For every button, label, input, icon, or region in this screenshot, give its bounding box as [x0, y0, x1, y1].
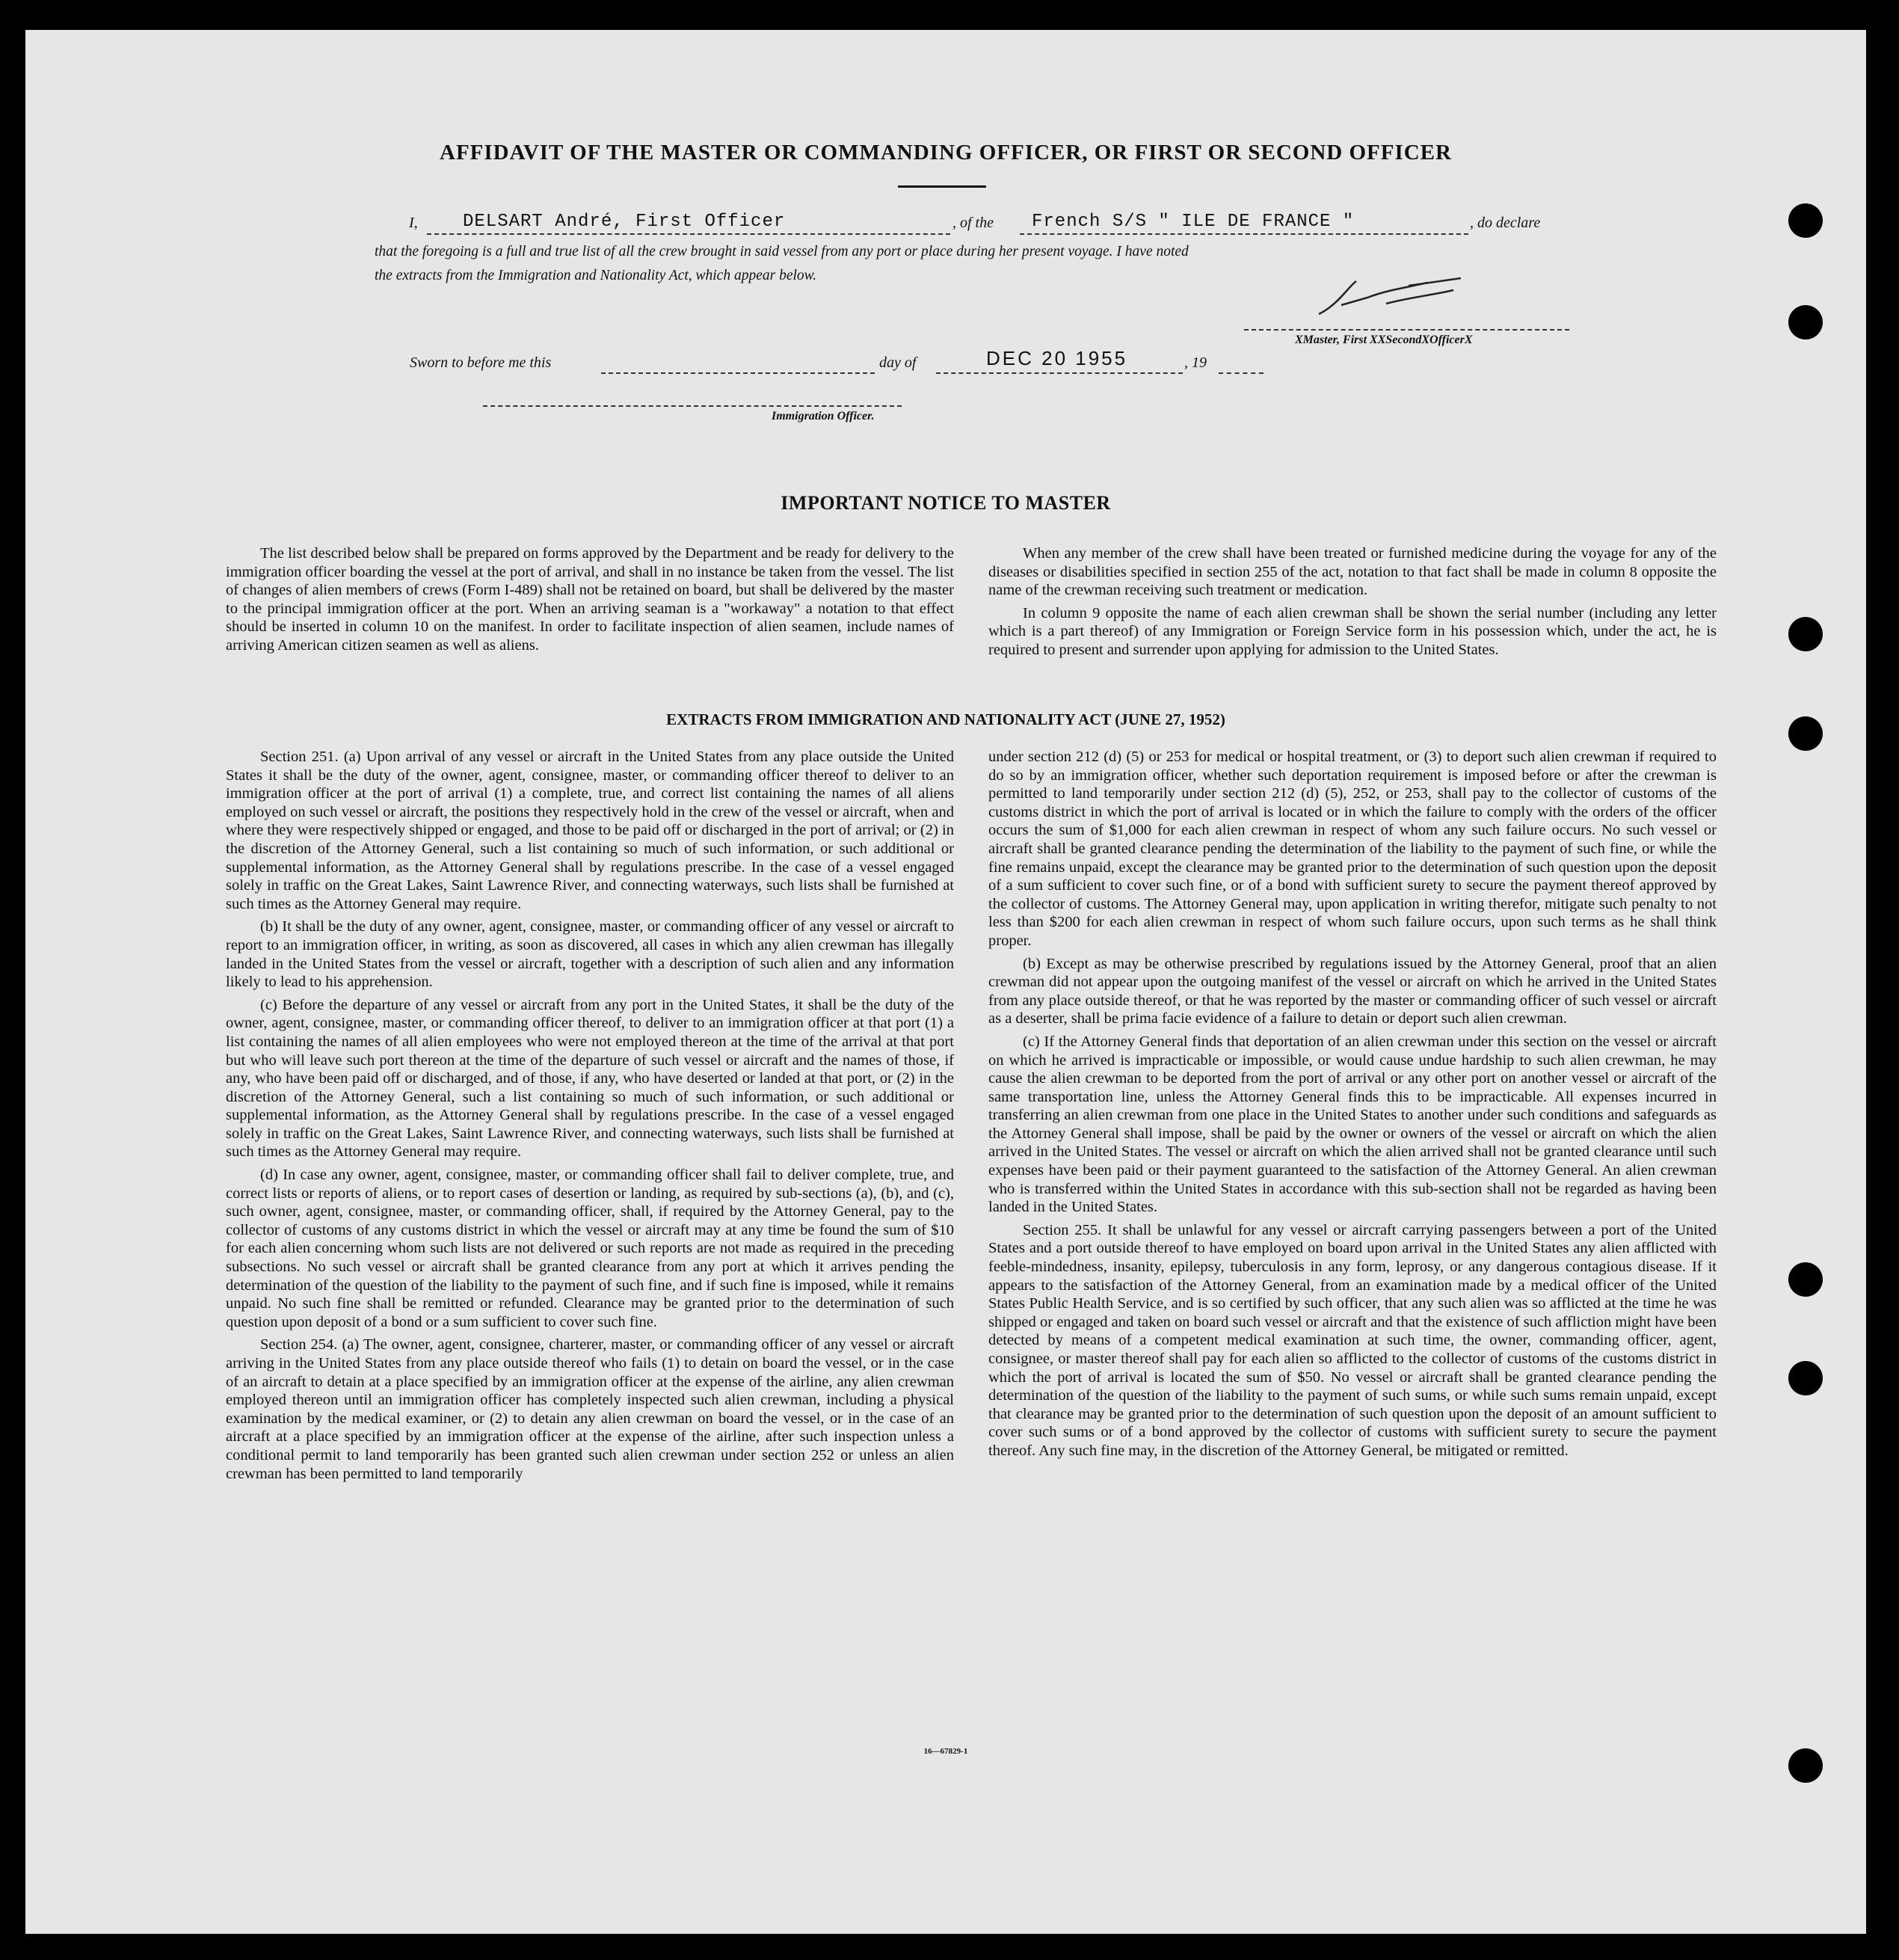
section-paragraph: Section 254. (a) The owner, agent, consignee, charterer, master, or commanding officer of any vessel or aircraft arriving in the United States from any place outside thereof who fails (1) to detain on board the vessel, or in the case of an aircraft to detain at a place specified by an immigration officer at the expense of the airline, any alien crewman employed thereon until an immigration officer has completely inspected such alien crewman, including a physical examination by the medical examiner, or (2) to detain any alien crewman on board the vessel, or in the case of an aircraft at a place specified by an immigration officer at the expense of the airline, after such inspection unless a conditional permit to land temporarily has been granted such alien crewman under section 252 or unless an alien crewman has been permitted to land temporarily: [226, 1336, 954, 1482]
officer-name: DELSART André, First Officer: [463, 212, 786, 232]
signature: [1296, 268, 1491, 328]
name-dash: [427, 233, 950, 235]
day-of-text: day of: [879, 354, 917, 371]
punch-hole: [1788, 1262, 1823, 1297]
signature-title: XMaster, First XXSecondXOfficerX: [1295, 334, 1473, 346]
affidavit-line2: that the foregoing is a full and true list of all the crew brought in said vessel from any port or place during her present voyage. I have noted: [375, 244, 1189, 259]
affidavit-line3: the extracts from the Immigration and Nationality Act, which appear below.: [375, 268, 817, 283]
immigration-officer-label: Immigration Officer.: [772, 410, 875, 423]
officer-dash: [483, 405, 902, 407]
vessel-name: French S/S " ILE DE FRANCE ": [1032, 212, 1355, 232]
notice-paragraph: When any member of the crew shall have been treated or furnished medicine during the voyage for any of the diseases or disabilities specified in section 255 of the act, notation to that fact shall be made in column 8 opposite the name of the crewman receiving such treatment or medication.: [988, 545, 1717, 599]
section-paragraph: (b) Except as may be otherwise prescribed by regulations issued by the Attorney General, proof that an alien crewman did not appear upon the outgoing manifest of the vessel or aircraft on which he arrived in the United States from any place outside thereof, or that he was reported by the master or commanding officer of such vessel or aircraft as a deserter, shall be prima facie evidence of a failure to detain or deport such alien crewman.: [988, 955, 1717, 1027]
of-the-text: , of the: [952, 215, 994, 231]
sworn-prefix: Sworn to before me this: [410, 354, 552, 371]
punch-hole: [1788, 1361, 1823, 1395]
punch-hole: [1788, 617, 1823, 651]
section-paragraph: (c) Before the departure of any vessel or aircraft from any port in the United States, it shall be the duty of the owner, agent, consignee, master, or commanding officer thereof, to deliver to an immigration officer at that port (1) a list containing the names of all alien employees who were not employed thereon at the time of the arrival at that port but who will leave such port thereon at the time of the departure of such vessel or aircraft and the names of those, if any, who have been paid off or discharged, and of those, if any, who have deserted or landed at that port, or (2) in the discretion of the Attorney General, such a list containing so much of such information, or such additional or supplemental information, as the Attorney General shall by regulations prescribe. In the case of a vessel engaged solely in traffic on the Great Lakes, Saint Lawrence River, and connecting waterways, such lists shall be furnished at such times as the Attorney General may require.: [226, 996, 954, 1161]
notice-title: IMPORTANT NOTICE TO MASTER: [781, 492, 1111, 514]
sworn-day-dash: [601, 372, 875, 374]
punch-hole: [1788, 716, 1823, 751]
vessel-dash: [1020, 233, 1468, 235]
extracts-title: EXTRACTS FROM IMMIGRATION AND NATIONALITY ACT (JUNE 27, 1952): [666, 710, 1225, 728]
section-paragraph: (c) If the Attorney General finds that deportation of an alien crewman under this section on the vessel or aircraft on which he arrived is impracticable or impossible, or would cause undue hardship to such alien crewman, he may cause the alien crewman to be deported from the port of arrival or any other port on another vessel or aircraft of the same transportation line, unless the Attorney General finds this to be impracticable. All expenses incurred in transferring an alien crewman from one place in the United States to another under such conditions and safeguards as the Attorney General shall impose, shall be paid by the owner or owners of the vessel or aircraft on which the alien arrived in the United States. The vessel or aircraft on which the alien arrived shall not be granted clearance until such expenses have been paid or their payment guaranteed to the satisfaction of the Attorney General. An alien crewman who is transferred within the United States in accordance with this sub-section shall not be regarded as having been landed in the United States.: [988, 1033, 1717, 1216]
signature-dash: [1244, 329, 1569, 331]
punch-hole: [1788, 1748, 1823, 1783]
date-stamp: DEC 20 1955: [986, 347, 1128, 369]
section-paragraph: (b) It shall be the duty of any owner, agent, consignee, master, or commanding officer of any vessel or aircraft to report to an immigration officer, in writing, as soon as discovered, all cases in which any alien crewman has illegally landed in the United States from the vessel or aircraft, together with a description of such alien and any information likely to lead to his apprehension.: [226, 918, 954, 991]
form-code: 16—67829-1: [923, 1747, 968, 1756]
punch-hole: [1788, 203, 1823, 238]
notice-paragraph: In column 9 opposite the name of each alien crewman shall be shown the serial number (including any letter which is a part thereof) of any Immigration or Foreign Service form in his possession which, under the act, he is required to present and surrender upon applying for admission to the United States.: [988, 604, 1717, 658]
document-page: [25, 30, 1866, 1934]
affidavit-line1-prefix: I,: [409, 215, 418, 231]
year-prefix: , 19: [1184, 354, 1207, 371]
extracts-right-column: [988, 748, 1717, 1465]
extracts-left-column: [226, 748, 954, 1487]
notice-paragraph: The list described below shall be prepared on forms approved by the Department and be ready for delivery to the immigration officer boarding the vessel at the port of arrival, and shall in no instance be taken from the vessel. The list of changes of alien members of crews (Form I-489) shall not be retained on board, but shall be delivered by the master to the principal immigration officer at the port. When an arriving seaman is a "workaway" a notation to that effect should be inserted in column 10 on the manifest. In order to facilitate inspection of alien seamen, include names of arriving American citizen seamen as well as aliens.: [226, 545, 954, 654]
section-paragraph: under section 212 (d) (5) or 253 for medical or hospital treatment, or (3) to deport such alien crewman if required to do so by an immigration officer, whether such deportation requirement is imposed before or after the crewman is permitted to land temporarily under section 212 (d) (5), 252, or 253, shall pay to the collector of customs of the customs district in which the port of arrival is located or in which the failure to comply with the orders of the officer occurs the sum of $1,000 for each alien crewman in respect of whom any such failure occurs. No such vessel or aircraft shall be granted clearance pending the determination of the liability to the payment of such fine, or while the fine remains unpaid, except the clearance may be granted prior to the determination of such question upon the deposit of a sum sufficient to cover such fine, or of a bond with sufficient surety to secure the payment thereof approved by the collector of customs. The Attorney General may, upon application in writing therefor, mitigate such penalty to not less than $200 for each alien crewman in respect of whom such failure occurs, upon such terms as he shall think proper.: [988, 749, 1717, 949]
section-paragraph: Section 251. (a) Upon arrival of any vessel or aircraft in the United States from any place outside the United States it shall be the duty of the owner, agent, consignee, master, or commanding officer thereof to deliver to an immigration officer at the port of arrival (1) a complete, true, and correct list containing the names of all aliens employed on such vessel or aircraft, the positions they respectively hold in the crew of the vessel or aircraft, when and where they were respectively shipped or engaged, and those to be paid off or discharged in the port of arrival; or (2) in the discretion of the Attorney General, such a list containing so much of such information, or such additional or supplemental information, as the Attorney General shall by regulations prescribe. In the case of a vessel engaged solely in traffic on the Great Lakes, Saint Lawrence River, and connecting waterways, such lists shall be furnished at such times as the Attorney General may require.: [226, 749, 954, 912]
notice-left-column: [226, 544, 954, 660]
title-rule: [898, 185, 986, 188]
do-declare-text: , do declare: [1470, 215, 1541, 231]
date-dash: [936, 372, 1183, 374]
section-paragraph: (d) In case any owner, agent, consignee, master, or commanding officer shall fail to deliver complete, true, and correct lists or reports of aliens, or to report cases of desertion or landing, as required by sub-sections (a), (b), and (c), such owner, agent, consignee, master, or commanding officer, shall, if required by the Attorney General, pay to the collector of customs of any customs district in which the vessel or aircraft may at any time be found the sum of $10 for each alien concerning whom such lists are not delivered or such reports are not made as required in the preceding subsections. No such vessel or aircraft shall be granted clearance from any port at which it arrives pending the determination of the question of the liability to the payment of such fine, and if such fine is imposed, while it remains unpaid. No such fine shall be remitted or refunded. Clearance may be granted prior to the determination of such question upon deposit of a bond or a sum sufficient to cover such fine.: [226, 1167, 954, 1330]
year-dash: [1219, 372, 1264, 374]
punch-hole: [1788, 305, 1823, 340]
notice-right-column: [988, 544, 1717, 664]
section-paragraph: Section 255. It shall be unlawful for any vessel or aircraft carrying passengers between a port of the United States and a port outside thereof to have employed on board upon arrival in the United States any alien afflicted with feeble-mindedness, insanity, epilepsy, tuberculosis in any form, leprosy, or any dangerous contagious disease. If it appears to the satisfaction of the Attorney General, from an examination made by a medical officer of the United States Public Health Service, and is so certified by such officer, that any such alien was so afflicted at the time he was shipped or engaged and taken on board such vessel or aircraft and that the existence of such affliction might have been detected by means of a competent medical examination at such time, the owner, commanding officer, agent, consignee, or master thereof shall pay for each alien so afflicted to the collector of customs of the customs district in which the port of arrival is located the sum of $50. No vessel or aircraft shall be granted clearance pending the determination of the question of the liability to the payment of such sums, or while such sums remain unpaid, except that clearance may be granted prior to the determination of such question upon the deposit of an amount sufficient to cover such sums or of a bond approved by the collector of customs with sufficient surety to secure the payment thereof. Any such fine may, in the discretion of the Attorney General, be mitigated or remitted.: [988, 1221, 1717, 1459]
affidavit-title: AFFIDAVIT OF THE MASTER OR COMMANDING OFFICER, OR FIRST OR SECOND OFFICER: [440, 141, 1452, 165]
